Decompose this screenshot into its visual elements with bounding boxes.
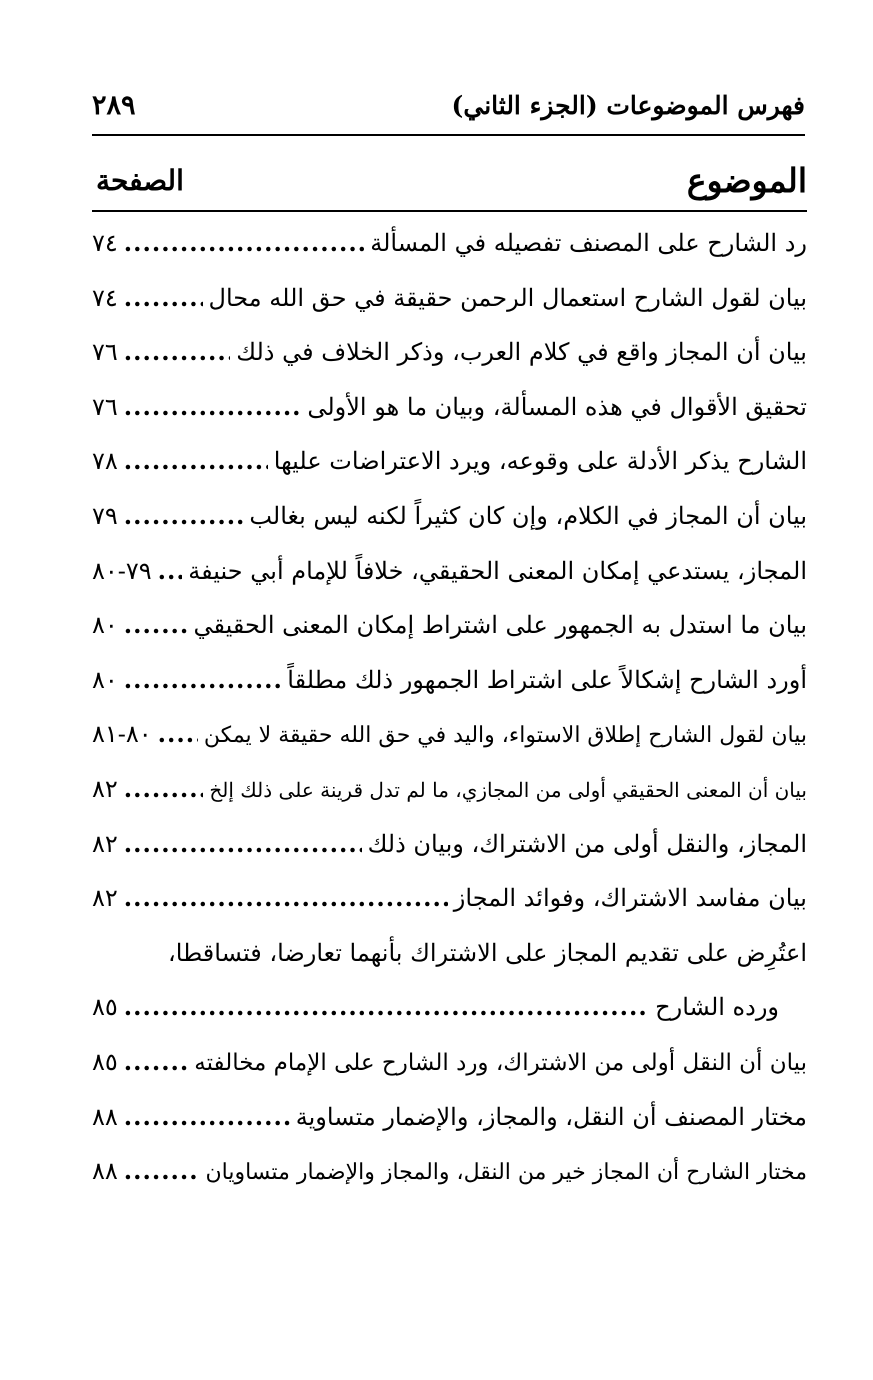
toc-entry [92, 598, 807, 653]
toc-entry [92, 980, 807, 1035]
columns-header [96, 154, 807, 206]
toc-entry [92, 653, 807, 708]
toc-entry-title: المجاز، والنقل أولى من الاشتراك، وبيان ذلك [367, 829, 807, 858]
toc-entry [92, 1035, 807, 1090]
dot-leader [124, 1144, 200, 1199]
header-rule [92, 134, 805, 136]
toc-entry-title: بيان لقول الشارح إطلاق الاستواء، واليد في حق الله حقيقة لا يمكن [203, 723, 807, 749]
toc-entry-title: بيان مفاسد الاشتراك، وفوائد المجاز [453, 884, 807, 913]
toc-entry-page: ٧٩-٨٠ [92, 556, 152, 585]
toc-entry-title: المجاز، يستدعي إمكان المعنى الحقيقي، خلافاً للإمام أبي حنيفة [188, 556, 807, 585]
toc-entry-page: ٧٤ [92, 283, 118, 312]
toc-entry-title: ورده الشارح [655, 993, 779, 1022]
dot-leader [124, 325, 230, 380]
toc-entry-page: ٨٨ [92, 1102, 118, 1131]
dot-leader [124, 817, 362, 872]
toc-entry [92, 871, 807, 926]
dot-leader [124, 434, 268, 489]
column-heading-page: الصفحة [96, 163, 184, 197]
dot-leader [124, 598, 188, 653]
dot-leader [124, 216, 364, 271]
toc-entry-title: الشارح يذكر الأدلة على وقوعه، ويرد الاعتراضات عليها [273, 447, 807, 476]
toc-entry-title: رد الشارح على المصنف تفصيله في المسألة [370, 229, 807, 257]
table-of-contents [92, 216, 807, 1199]
toc-entry-page: ٨٢ [92, 774, 118, 803]
toc-entry-title: بيان لقول الشارح استعمال الرحمن حقيقة في حق الله محال [208, 283, 807, 312]
toc-entry-page: ٧٦ [92, 338, 118, 367]
toc-entry-page: ٨٠ [92, 665, 118, 694]
page-number: ٢٨٩ [92, 89, 136, 121]
toc-entry [92, 1144, 807, 1199]
toc-entry-title: اعتُرِض على تقديم المجاز على الاشتراك بأنهما تعارضا، فتساقطا، [168, 938, 807, 967]
toc-entry-page: ٨٠ [92, 611, 118, 640]
toc-entry [92, 544, 807, 599]
toc-entry [92, 1090, 807, 1145]
toc-entry-page: ٨٢ [92, 884, 118, 913]
dot-leader [124, 762, 204, 817]
toc-entry-title: بيان أن المجاز في الكلام، وإن كان كثيراً لكنه ليس بغالب [249, 501, 807, 530]
toc-entry [92, 489, 807, 544]
toc-entry [92, 434, 807, 489]
toc-entry-page: ٨٨ [92, 1157, 118, 1186]
dot-leader [124, 380, 302, 435]
dot-leader [158, 707, 198, 762]
columns-rule [92, 210, 807, 212]
toc-entry [92, 926, 807, 981]
toc-entry [92, 707, 807, 762]
toc-entry [92, 817, 807, 872]
dot-leader [124, 271, 203, 326]
toc-entry-title: بيان أن المجاز واقع في كلام العرب، وذكر الخلاف في ذلك [236, 338, 807, 367]
dot-leader [124, 1090, 290, 1145]
toc-entry [92, 380, 807, 435]
toc-entry [92, 762, 807, 817]
toc-entry-page: ٧٤ [92, 229, 118, 257]
dot-leader [124, 489, 244, 544]
toc-entry-page: ٨٥ [92, 993, 118, 1022]
toc-entry-page: ٨٠-٨١ [92, 720, 152, 749]
toc-entry-title: تحقيق الأقوال في هذه المسألة، وبيان ما هو الأولى [307, 392, 807, 421]
dot-leader [124, 871, 448, 926]
toc-entry-title: أورد الشارح إشكالاً على اشتراط الجمهور ذلك مطلقاً [287, 665, 807, 694]
running-title: فهرس الموضوعات (الجزء الثاني) [451, 90, 805, 120]
toc-entry-page: ٨٥ [92, 1047, 118, 1076]
toc-entry [92, 271, 807, 326]
dot-leader [124, 653, 282, 708]
toc-entry-page: ٨٢ [92, 829, 118, 858]
toc-entry-title: بيان ما استدل به الجمهور على اشتراط إمكان المعنى الحقيقي [193, 611, 807, 640]
toc-entry-title: مختار الشارح أن المجاز خير من النقل، والمجاز والإضمار متساويان [205, 1160, 807, 1186]
running-head [92, 84, 805, 126]
dot-leader [158, 544, 183, 599]
toc-entry [92, 325, 807, 380]
dot-leader [124, 980, 649, 1035]
toc-entry-title: بيان أن النقل أولى من الاشتراك، ورد الشارح على الإمام مخالفته [194, 1049, 807, 1076]
dot-leader [124, 1035, 189, 1090]
toc-entry-page: ٧٨ [92, 447, 118, 476]
column-heading-topic: الموضوع [686, 160, 807, 200]
toc-entry [92, 216, 807, 271]
toc-entry-page: ٧٩ [92, 501, 118, 530]
toc-entry-page: ٧٦ [92, 392, 118, 421]
toc-entry-title: مختار المصنف أن النقل، والمجاز، والإضمار متساوية [295, 1102, 807, 1131]
toc-entry-title: بيان أن المعنى الحقيقي أولى من المجازي، ما لم تدل قرينة على ذلك إلخ [209, 777, 807, 802]
